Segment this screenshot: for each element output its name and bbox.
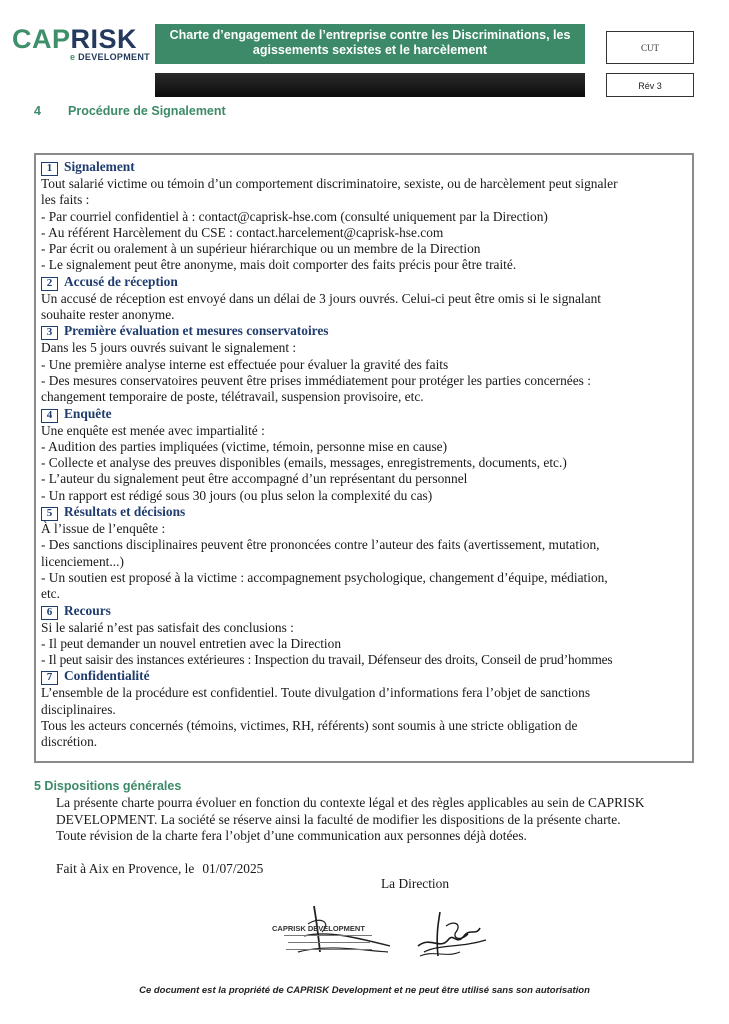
logo-wordmark: CAPRISK: [12, 24, 138, 54]
step-1-heading: 1 Signalement: [41, 159, 687, 176]
document-title-band: [155, 24, 585, 64]
signature-date: 01/07/2025: [202, 861, 264, 876]
step-line: - Audition des parties impliquées (victime, témoin, personne mise en cause): [41, 438, 448, 454]
step-line: Si le salarié n’est pas satisfait des conclusions :: [41, 619, 294, 635]
step-line: - Il peut saisir des instances extérieures : Inspection du travail, Défenseur des droits, Conseil de prud’hommes: [41, 652, 613, 668]
step-line: licenciement...): [41, 553, 124, 569]
step-line: changement temporaire de poste, télétravail, suspension provisoire, etc.: [41, 389, 424, 405]
step-line: disciplinaires.: [41, 701, 116, 717]
company-stamp: [258, 902, 398, 960]
step-line: - Une première analyse interne est effectuée pour évaluer la gravité des faits: [41, 356, 449, 372]
stamp-address-line: [288, 942, 370, 945]
step-5-heading: 5 Résultats et décisions: [41, 504, 687, 521]
step-line: À l’issue de l’enquête :: [41, 521, 166, 537]
section-5-heading: 5 Dispositions générales: [34, 779, 182, 793]
company-logo: [12, 24, 154, 64]
step-4-heading: 4 Enquête: [41, 406, 687, 423]
procedure-box: [34, 153, 694, 763]
step-line: - Des mesures conservatoires peuvent être prises immédiatement pour protéger les parties concernées :: [41, 372, 591, 388]
revision-box: Rév 3: [606, 73, 694, 97]
step-line: Dans les 5 jours ouvrés suivant le signalement :: [41, 340, 297, 356]
stamp-company-name: CAPRISK DEVELOPMENT: [272, 924, 365, 933]
step-line: - Collecte et analyse des preuves disponibles (emails, messages, enregistrements, documents, etc.): [41, 455, 567, 471]
document-title-line-1: Charte d’engagement de l’entreprise contre les Discriminations, les: [169, 28, 571, 42]
step-line: L’ensemble de la procédure est confidentiel. Toute divulgation d’informations fera l’objet de sanctions: [41, 685, 591, 701]
place-and-date: Fait à Aix en Provence, le 01/07/2025: [56, 861, 264, 876]
step-line: etc.: [41, 586, 60, 602]
step-line: Une enquête est menée avec impartialité :: [41, 422, 265, 438]
step-line: les faits :: [41, 192, 90, 208]
signature-strokes: [410, 906, 490, 962]
step-7-heading: 7 Confidentialité: [41, 668, 687, 685]
section-4-heading: 4 Procédure de Signalement: [34, 104, 226, 118]
step-number-badge: 6: [41, 606, 58, 620]
paragraph-line: DEVELOPMENT. La société se réserve ainsi la faculté de modifier les dispositions de la présente charte.: [56, 811, 621, 827]
step-line: - Par courriel confidentiel à : contact@caprisk-hse.com (consulté uniquement par la Direction): [41, 208, 548, 224]
paragraph-line: Toute révision de la charte fera l’objet d’une communication aux personnes déjà dotées.: [56, 828, 527, 843]
logo-subtitle: e DEVELOPMENT: [70, 52, 150, 62]
step-line: - Un rapport est rédigé sous 30 jours (ou plus selon la complexité du cas): [41, 487, 433, 503]
step-3-heading: 3 Première évaluation et mesures conservatoires: [41, 323, 687, 340]
step-line: souhaite rester anonyme.: [41, 307, 175, 323]
step-line: - Il peut demander un nouvel entretien avec la Direction: [41, 635, 342, 651]
step-line: Tout salarié victime ou témoin d’un comportement discriminatoire, sexiste, ou de harcèlement peut signaler: [41, 176, 618, 191]
step-6-heading: 6 Recours: [41, 603, 687, 620]
step-line: discrétion.: [41, 734, 98, 750]
step-number-badge: 2: [41, 277, 58, 291]
header-dark-band: [155, 73, 585, 97]
stamp-address-line: [284, 935, 372, 938]
section-5-body: [56, 795, 696, 845]
step-line: - Un soutien est proposé à la victime : accompagnement psychologique, changement d’équipe, médiation,: [41, 569, 608, 585]
step-line: Un accusé de réception est envoyé dans un délai de 3 jours ouvrés. Celui-ci peut être omis si le signalant: [41, 290, 602, 306]
step-number-badge: 1: [41, 162, 58, 176]
step-line: - L’auteur du signalement peut être accompagné d’un représentant du personnel: [41, 471, 468, 487]
page-footer: Ce document est la propriété de CAPRISK Development et ne peut être utilisé sans son autorisation: [139, 985, 590, 996]
document-title-line-2: agissements sexistes et le harcèlement: [252, 43, 488, 57]
step-line: - Le signalement peut être anonyme, mais doit comporter des faits précis pour être traité.: [41, 257, 517, 273]
step-number-badge: 4: [41, 409, 58, 423]
paragraph-line: La présente charte pourra évoluer en fonction du contexte légal et des règles applicables au sein de CAPRISK: [56, 795, 645, 810]
step-number-badge: 5: [41, 507, 58, 521]
step-number-badge: 7: [41, 671, 58, 685]
step-number-badge: 3: [41, 326, 58, 340]
step-line: - Des sanctions disciplinaires peuvent être prononcées contre l’auteur des faits (avertissement, mutation,: [41, 537, 600, 553]
stamp-address-line: [286, 949, 372, 952]
step-line: - Au référent Harcèlement du CSE : contact.harcelement@caprisk-hse.com: [41, 224, 444, 240]
step-line: - Par écrit ou oralement à un supérieur hiérarchique ou un membre de la Direction: [41, 241, 481, 257]
signatory: La Direction: [381, 876, 450, 891]
step-2-heading: 2 Accusé de réception: [41, 274, 687, 291]
step-line: Tous les acteurs concernés (témoins, victimes, RH, référents) sont soumis à une stricte obligation de: [41, 718, 578, 734]
handwritten-signature: [410, 906, 490, 962]
document-reference-box: CUT: [606, 31, 694, 64]
